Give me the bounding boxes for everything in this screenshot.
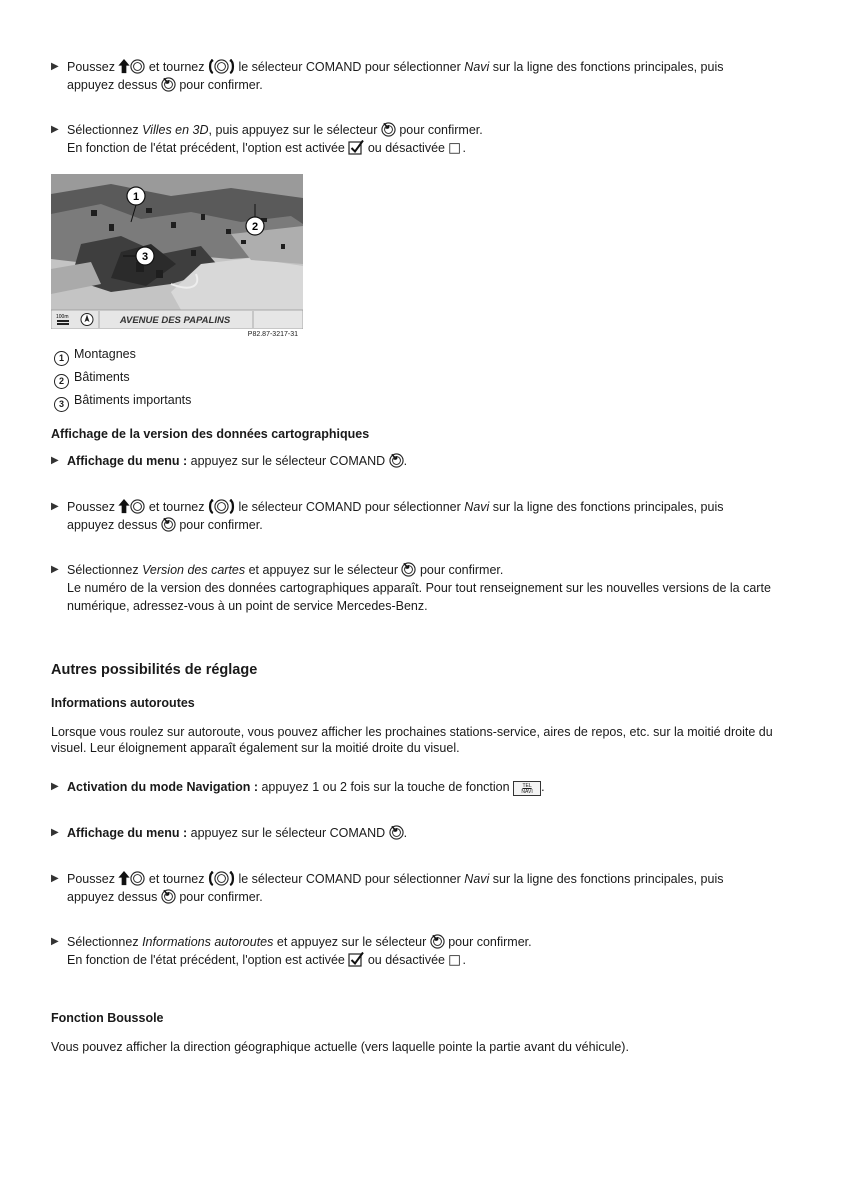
step-text: Sélectionnez bbox=[67, 123, 139, 137]
legend-item-important-buildings bbox=[54, 389, 796, 412]
bullet-arrow-icon: ▶ bbox=[51, 827, 59, 838]
press-controller-icon bbox=[389, 825, 404, 840]
step-text: Sélectionnez bbox=[67, 563, 139, 577]
checkbox-empty-icon bbox=[448, 953, 462, 967]
step-text: . bbox=[403, 826, 408, 840]
step-text: pour confirmer. bbox=[179, 78, 263, 92]
step-text: le sélecteur COMAND pour sélectionner bbox=[238, 872, 461, 886]
step-text: Poussez bbox=[67, 500, 115, 514]
step-menu-display bbox=[51, 452, 796, 470]
press-controller-icon bbox=[161, 517, 176, 532]
key-text-tel: TEL bbox=[522, 783, 532, 789]
bullet-arrow-icon: ▶ bbox=[51, 781, 59, 792]
legend-number: 3 bbox=[54, 397, 69, 412]
press-controller-icon bbox=[430, 934, 445, 949]
comand-controller-icon bbox=[130, 499, 145, 514]
step-text: En fonction de l'état précédent, l'option est activée bbox=[67, 953, 345, 967]
rotate-icon bbox=[208, 500, 235, 514]
callout-3-label: 3 bbox=[141, 251, 149, 263]
step-text: ou désactivée bbox=[367, 141, 445, 155]
step-text: . bbox=[541, 780, 545, 794]
paragraph-line: visuel. Leur éloignement apparaît également sur la moitié droite du visuel. bbox=[51, 741, 460, 755]
bullet-arrow-icon: ▶ bbox=[51, 501, 59, 512]
menu-term: Navi bbox=[464, 872, 490, 886]
manual-page bbox=[51, 58, 796, 1055]
heading-map-version: Affichage de la version des données cartographiques bbox=[51, 427, 370, 441]
step-label: Affichage du menu : bbox=[67, 454, 188, 468]
legend-number: 2 bbox=[54, 374, 69, 389]
key-text-navi: NAVI bbox=[521, 789, 533, 795]
legend-item-mountains bbox=[54, 343, 796, 366]
rotate-icon bbox=[208, 60, 235, 74]
compass-paragraph: Vous pouvez afficher la direction géographique actuelle (vers laquelle pointe la partie avant du véhicule). bbox=[51, 1040, 629, 1054]
menu-term: Navi bbox=[464, 60, 490, 74]
legend-label: Montagnes bbox=[74, 347, 136, 361]
step-text: et tournez bbox=[148, 60, 205, 74]
comand-controller-icon bbox=[130, 59, 145, 74]
step-text: . bbox=[462, 141, 466, 155]
comand-controller-icon bbox=[130, 871, 145, 886]
arrow-up-icon bbox=[118, 499, 130, 514]
menu-term: Informations autoroutes bbox=[142, 935, 274, 949]
legend-item-buildings bbox=[54, 366, 796, 389]
step-text: Poussez bbox=[67, 60, 115, 74]
step-push-turn-navi bbox=[51, 870, 796, 906]
step-text: le sélecteur COMAND pour sélectionner bbox=[238, 60, 461, 74]
step-text: et tournez bbox=[148, 872, 205, 886]
legend-label: Bâtiments bbox=[74, 370, 130, 384]
bullet-arrow-icon: ▶ bbox=[51, 564, 59, 575]
checkbox-checked-icon bbox=[348, 139, 364, 155]
rotate-icon bbox=[208, 872, 235, 886]
step-text: pour confirmer. bbox=[179, 890, 263, 904]
step-text: Sélectionnez bbox=[67, 935, 139, 949]
step-text: pour confirmer. bbox=[399, 123, 483, 137]
heading-highway-info: Informations autoroutes bbox=[51, 696, 195, 710]
step-text: appuyez sur le sélecteur COMAND bbox=[190, 826, 386, 840]
press-controller-icon bbox=[161, 889, 176, 904]
menu-term: Navi bbox=[464, 500, 490, 514]
tel-navi-key-icon bbox=[513, 781, 541, 796]
map-scale-label: 100m bbox=[56, 314, 69, 320]
press-controller-icon bbox=[381, 122, 396, 137]
arrow-up-icon bbox=[118, 59, 130, 74]
step-text: et appuyez sur le sélecteur bbox=[248, 563, 398, 577]
step-text: appuyez dessus bbox=[67, 78, 158, 92]
step-text: pour confirmer. bbox=[179, 518, 263, 532]
bullet-arrow-icon: ▶ bbox=[51, 124, 59, 135]
heading-compass-function: Fonction Boussole bbox=[51, 1011, 164, 1025]
step-activate-navigation bbox=[51, 778, 796, 796]
paragraph-line: Lorsque vous roulez sur autoroute, vous pouvez afficher les prochaines stations-service, aires de repos, etc. sur la moitié droite du bbox=[51, 725, 773, 739]
step-text: . bbox=[403, 454, 408, 468]
step-text: appuyez dessus bbox=[67, 890, 158, 904]
press-controller-icon bbox=[401, 562, 416, 577]
figure-legend bbox=[51, 343, 796, 412]
step-menu-display bbox=[51, 824, 796, 842]
highway-info-paragraph bbox=[51, 724, 796, 756]
step-text: . bbox=[462, 953, 466, 967]
step-push-turn-navi bbox=[51, 58, 796, 94]
menu-term: Villes en 3D bbox=[142, 123, 209, 137]
step-text: Poussez bbox=[67, 872, 115, 886]
step-text: sur la ligne des fonctions principales, puis bbox=[492, 872, 724, 886]
bullet-arrow-icon: ▶ bbox=[51, 455, 59, 466]
step-text: sur la ligne des fonctions principales, puis bbox=[492, 500, 724, 514]
step-text: , puis appuyez sur le sélecteur bbox=[208, 123, 378, 137]
3d-city-map-image bbox=[51, 174, 303, 329]
compass-icon bbox=[81, 314, 93, 326]
step-label: Activation du mode Navigation : bbox=[67, 780, 258, 794]
map-figure bbox=[51, 174, 303, 329]
press-controller-icon bbox=[161, 77, 176, 92]
step-text: et tournez bbox=[148, 500, 205, 514]
step-push-turn-navi bbox=[51, 498, 796, 534]
step-text: et appuyez sur le sélecteur bbox=[276, 935, 427, 949]
callout-1-label: 1 bbox=[132, 191, 140, 203]
checkbox-checked-icon bbox=[348, 951, 364, 967]
bullet-arrow-icon: ▶ bbox=[51, 873, 59, 884]
step-text: le sélecteur COMAND pour sélectionner bbox=[238, 500, 461, 514]
step-text: appuyez dessus bbox=[67, 518, 158, 532]
step-text: pour confirmer. bbox=[448, 935, 532, 949]
heading-other-settings: Autres possibilités de réglage bbox=[51, 662, 258, 678]
legend-label: Bâtiments importants bbox=[74, 393, 192, 407]
bullet-arrow-icon: ▶ bbox=[51, 936, 59, 947]
step-text: numérique, adressez-vous à un point de service Mercedes-Benz. bbox=[67, 599, 428, 613]
step-select-map-version bbox=[51, 561, 796, 615]
step-text: appuyez 1 ou 2 fois sur la touche de fonction bbox=[261, 780, 510, 794]
menu-term: Version des cartes bbox=[142, 563, 246, 577]
bullet-arrow-icon: ▶ bbox=[51, 61, 59, 72]
legend-number: 1 bbox=[54, 351, 69, 366]
checkbox-empty-icon bbox=[448, 141, 462, 155]
step-text: En fonction de l'état précédent, l'option est activée bbox=[67, 141, 345, 155]
map-street-name: AVENUE DES PAPALINS bbox=[119, 315, 231, 326]
step-select-3d-cities bbox=[51, 121, 796, 157]
step-text: appuyez sur le sélecteur COMAND bbox=[190, 454, 386, 468]
figure-code: P82.87-3217-31 bbox=[247, 331, 298, 338]
step-text: sur la ligne des fonctions principales, puis bbox=[492, 60, 724, 74]
map-scale-bar bbox=[57, 320, 69, 322]
step-select-highway-info bbox=[51, 933, 796, 969]
callout-2-label: 2 bbox=[251, 221, 259, 233]
step-label: Affichage du menu : bbox=[67, 826, 188, 840]
step-text: ou désactivée bbox=[367, 953, 445, 967]
step-text: Le numéro de la version des données cartographiques apparaît. Pour tout renseignement sur les nouvelles versions de la carte bbox=[67, 581, 771, 595]
arrow-up-icon bbox=[118, 871, 130, 886]
press-controller-icon bbox=[389, 453, 404, 468]
step-text: pour confirmer. bbox=[419, 563, 504, 577]
